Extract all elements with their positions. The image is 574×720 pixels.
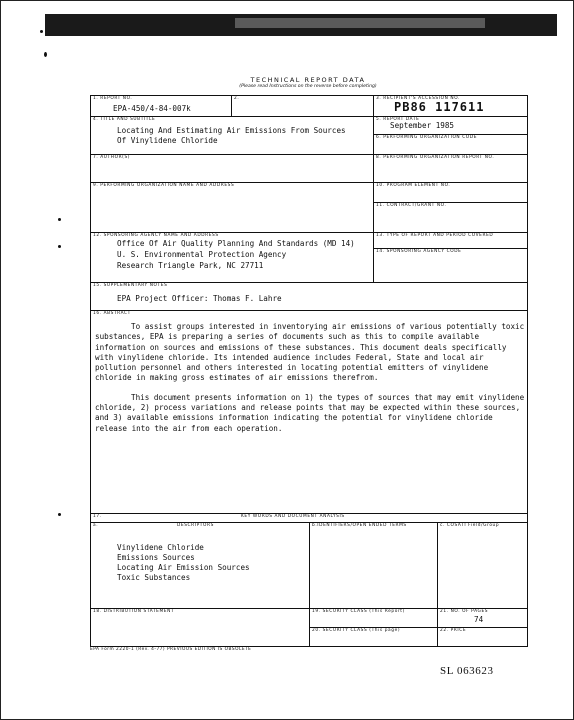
form-title: TECHNICAL REPORT DATA <box>250 76 366 84</box>
type-report-label: 13. TYPE OF REPORT AND PERIOD COVERED <box>376 233 494 238</box>
keywords-header-cell <box>91 513 527 522</box>
descriptors-col-letter: a. <box>93 523 99 528</box>
scan-speck <box>58 218 61 221</box>
form-subtitle: (Please read Instructions on the reverse before completing) <box>239 84 377 89</box>
field2-cell <box>231 96 373 116</box>
descriptors-col-title: DESCRIPTORS <box>177 523 214 528</box>
sponsor-label: 12. SPONSORING AGENCY NAME AND ADDRESS <box>93 233 219 238</box>
title-line-1: Locating And Estimating Air Emissions From Sources <box>117 126 346 135</box>
scan-speck <box>44 52 47 57</box>
cosati-col-title: c. COSATI Field/Group <box>440 523 500 528</box>
keywords-section-number: 17. <box>93 514 102 519</box>
report-date-value: September 1985 <box>390 121 455 130</box>
report-form <box>90 95 528 647</box>
accession-cell <box>373 96 527 116</box>
perf-org-code-label: 6. PERFORMING ORGANIZATION CODE <box>376 135 478 140</box>
descriptor-item: Vinylidene Chloride <box>117 543 204 552</box>
scan-glare <box>235 18 485 28</box>
type-report-cell <box>373 232 527 248</box>
sponsor-code-label: 14. SPONSORING AGENCY CODE <box>376 249 462 254</box>
perf-org-report-label: 8. PERFORMING ORGANIZATION REPORT NO. <box>376 155 495 160</box>
perf-org-report-cell <box>373 154 527 182</box>
sponsor-line-1: Office Of Air Quality Planning And Standards (MD 14) <box>117 239 355 248</box>
abstract-text <box>95 322 525 443</box>
contract-grant-label: 11. CONTRACT/GRANT NO. <box>376 203 447 208</box>
cosati-column <box>437 522 527 608</box>
sponsor-line-3: Research Triangle Park, NC 27711 <box>117 261 264 270</box>
form-header <box>90 76 526 94</box>
scan-speck <box>58 245 61 248</box>
identifiers-column <box>309 522 437 608</box>
num-pages-cell <box>437 608 527 627</box>
sponsor-code-cell <box>373 248 527 282</box>
sponsor-cell <box>91 232 373 282</box>
descriptor-item: Toxic Substances <box>117 573 191 582</box>
accession-value: PB86 117611 <box>394 100 485 114</box>
supp-notes-cell <box>91 282 527 310</box>
perf-org-name-cell <box>91 182 373 232</box>
num-pages-value: 74 <box>474 615 484 624</box>
descriptor-list <box>117 543 250 583</box>
descriptors-column <box>91 522 309 608</box>
supp-notes-value: EPA Project Officer: Thomas F. Lahre <box>117 294 282 303</box>
abstract-paragraph-1: To assist groups interested in inventorying air emissions of various potentially toxic substances, EPA is preparing a series of documents such as this to compile available information on sources and emissions of these substances. This document deals specifically with vinylidene chloride. Its intended audience includes Federal, State and local air pollution personnel and others interested in locating potential emitters of vinylidene chloride in making gross estimates of air emissions therefrom. <box>95 322 525 383</box>
sec-class-page-label: 20. SECURITY CLASS (This page) <box>312 628 401 633</box>
title-line-2: Of Vinylidene Chloride <box>117 136 218 145</box>
scan-speck <box>58 513 61 516</box>
title-cell <box>91 116 373 154</box>
document-id: SL 063623 <box>440 665 494 677</box>
program-element-cell <box>373 182 527 202</box>
field2-label: 2. <box>234 96 240 101</box>
supp-notes-label: 15. SUPPLEMENTARY NOTES <box>93 283 168 288</box>
identifiers-col-title: b.IDENTIFIERS/OPEN ENDED TERMS <box>312 523 407 528</box>
perf-org-code-cell <box>373 134 527 154</box>
scan-speck <box>40 30 43 33</box>
title-label: 4. TITLE AND SUBTITLE <box>93 117 156 122</box>
report-date-label: 5. REPORT DATE <box>376 117 420 122</box>
num-pages-label: 21. NO. OF PAGES <box>440 609 489 614</box>
authors-cell <box>91 154 373 182</box>
scan-artifact-top <box>45 14 557 36</box>
sec-class-report-label: 19. SECURITY CLASS (This Report) <box>312 609 405 614</box>
descriptor-item: Emissions Sources <box>117 553 195 562</box>
price-cell <box>437 627 527 646</box>
form-id: EPA Form 2220-1 (Rev. 4-77) PREVIOUS EDITION IS OBSOLETE <box>90 647 252 652</box>
abstract-label: 16. ABSTRACT <box>93 311 131 316</box>
sec-class-report-cell <box>309 608 437 627</box>
keywords-section-title: KEY WORDS AND DOCUMENT ANALYSIS <box>241 514 345 519</box>
sponsor-line-2: U. S. Environmental Protection Agency <box>117 250 287 259</box>
report-no-label: 1. REPORT NO. <box>93 96 133 101</box>
price-label: 22. PRICE <box>440 628 467 633</box>
distribution-label: 18. DISTRIBUTION STATEMENT <box>93 609 175 614</box>
sec-class-page-cell <box>309 627 437 646</box>
report-no-value: EPA-450/4-84-007k <box>113 104 191 113</box>
contract-grant-cell <box>373 202 527 232</box>
distribution-cell <box>91 608 309 646</box>
program-element-label: 10. PROGRAM ELEMENT NO. <box>376 183 451 188</box>
report-no-cell <box>91 96 231 116</box>
descriptor-item: Locating Air Emission Sources <box>117 563 250 572</box>
authors-label: 7. AUTHOR(S) <box>93 155 131 160</box>
abstract-paragraph-2: This document presents information on 1) the types of sources that may emit vinylidene chloride, 2) process variations and release points that may be expected within these sources, and 3) available emissions information indicating the potential for vinylidene chloride release into the air from each operation. <box>95 392 525 433</box>
accession-label: 3. RECIPIENT'S ACCESSION NO. <box>376 96 460 101</box>
report-date-cell <box>373 116 527 134</box>
perf-org-name-label: 9. PERFORMING ORGANIZATION NAME AND ADDRESS <box>93 183 235 188</box>
